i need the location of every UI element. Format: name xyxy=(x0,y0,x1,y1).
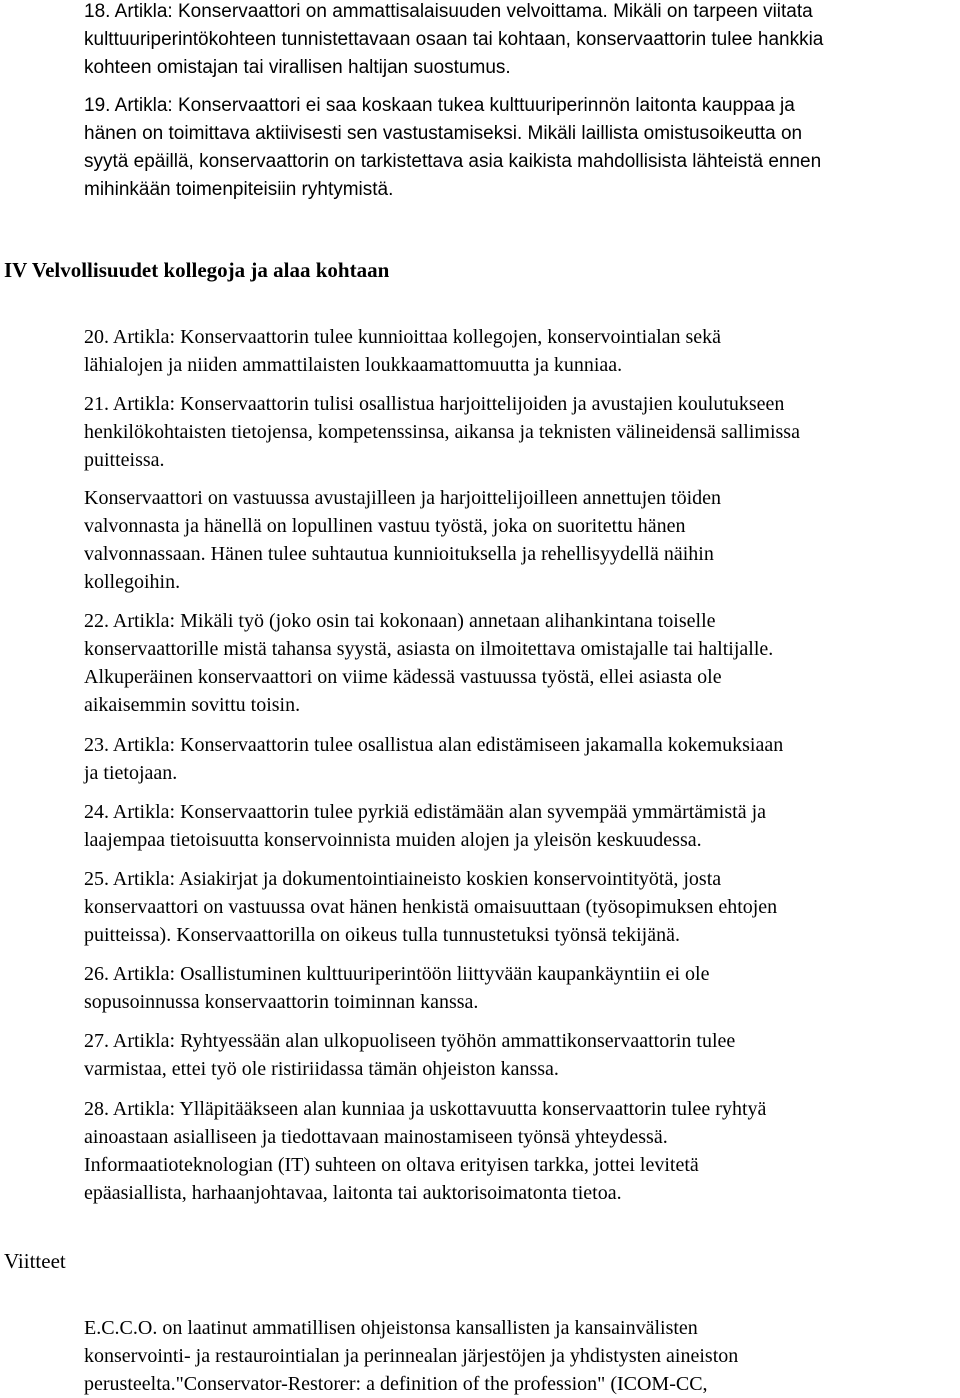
reference-line: E.C.C.O. on laatinut ammatillisen ohjeistonsa kansallisten ja kansainvälisten xyxy=(84,1317,698,1339)
section-heading: IV Velvollisuudet kollegoja ja alaa kohtaan xyxy=(4,258,390,282)
article-line: ainoastaan asialliseen ja tiedottavaan mainostamiseen työnsä yhteydessä. xyxy=(84,1126,668,1148)
article-line: kohteen omistajan tai virallisen haltijan suostumus. xyxy=(84,57,511,78)
article-line: 27. Artikla: Ryhtyessään alan ulkopuoliseen työhön ammattikonservaattorin tulee xyxy=(84,1030,736,1052)
article-line: mihinkään toimenpiteisiin ryhtymistä. xyxy=(84,179,394,200)
references-text xyxy=(84,1314,738,1398)
article-line: 20. Artikla: Konservaattorin tulee kunnioittaa kollegojen, konservointialan sekä xyxy=(84,326,722,348)
article-line: konservaattorille mistä tahansa syystä, asiasta on ilmoitettava omistajalle tai haltijalle. xyxy=(84,638,774,660)
article-line: Alkuperäinen konservaattori on viime kädessä vastuussa työstä, ellei asiasta ole xyxy=(84,666,722,688)
references-heading: Viitteet xyxy=(4,1249,66,1273)
reference-line: konservointi- ja restaurointialan ja perinnealan järjestöjen ja yhdistysten aineiston xyxy=(84,1345,739,1367)
article-18 xyxy=(84,0,823,82)
article-line: valvonnassaan. Hänen tulee suhtautua kunnioituksella ja rehellisyydellä näihin xyxy=(84,543,714,565)
article-25 xyxy=(84,865,777,949)
article-line: 19. Artikla: Konservaattori ei saa koskaan tukea kulttuuriperinnön laitonta kauppaa ja xyxy=(84,95,795,116)
article-line: valvonnasta ja hänellä on lopullinen vastuu työstä, joka on suoritettu hänen xyxy=(84,515,686,537)
article-21-continued xyxy=(84,484,721,596)
article-line: 21. Artikla: Konservaattorin tulisi osallistua harjoittelijoiden ja avustajien koulutukseen xyxy=(84,393,785,415)
article-line: puitteissa. xyxy=(84,449,165,471)
article-19 xyxy=(84,92,821,204)
article-22 xyxy=(84,607,773,719)
article-28 xyxy=(84,1095,766,1207)
article-21 xyxy=(84,390,800,474)
reference-line: perusteelta."Conservator-Restorer: a definition of the profession" (ICOM-CC, xyxy=(84,1373,708,1395)
article-line: Informaatioteknologian (IT) suhteen on oltava erityisen tarkka, jottei levitetä xyxy=(84,1154,699,1176)
article-20 xyxy=(84,323,721,379)
article-line: 25. Artikla: Asiakirjat ja dokumentointiaineisto koskien konservointityötä, josta xyxy=(84,868,722,890)
article-line: epäasiallista, harhaanjohtavaa, laitonta tai auktorisoimatonta tietoa. xyxy=(84,1182,622,1204)
article-line: 23. Artikla: Konservaattorin tulee osallistua alan edistämiseen jakamalla kokemuksiaan xyxy=(84,734,784,756)
article-line: konservaattori on vastuussa ovat hänen henkistä omaisuuttaan (työsopimuksen ehtojen xyxy=(84,896,778,918)
article-line: kulttuuriperintökohteen tunnistettavaan osaan tai kohtaan, konservaattorin tulee hankkia xyxy=(84,29,824,50)
article-line: 26. Artikla: Osallistuminen kulttuuriperintöön liittyvään kaupankäyntiin ei ole xyxy=(84,963,710,985)
article-27 xyxy=(84,1027,735,1083)
article-line: Konservaattori on vastuussa avustajilleen ja harjoittelijoilleen annettujen töiden xyxy=(84,487,722,509)
article-line: varmistaa, ettei työ ole ristiriidassa tämän ohjeiston kanssa. xyxy=(84,1058,559,1080)
article-24 xyxy=(84,798,766,854)
article-line: lähialojen ja niiden ammattilaisten loukkaamattomuutta ja kunniaa. xyxy=(84,354,623,376)
article-line: kollegoihin. xyxy=(84,571,181,593)
article-26 xyxy=(84,960,709,1016)
article-line: aikaisemmin sovittu toisin. xyxy=(84,694,301,716)
article-line: puitteissa). Konservaattorilla on oikeus tulla tunnustetuksi työnsä tekijänä. xyxy=(84,924,680,946)
article-line: hänen on toimittava aktiivisesti sen vastustamiseksi. Mikäli laillista omistusoikeutta on xyxy=(84,123,803,144)
article-line: syytä epäillä, konservaattorin on tarkistettava asia kaikista mahdollisista lähteistä ennen xyxy=(84,151,822,172)
article-line: henkilökohtaisten tietojensa, kompetenssinsa, aikansa ja teknisten välineidensä sallimissa xyxy=(84,421,800,443)
article-line: 22. Artikla: Mikäli työ (joko osin tai kokonaan) annetaan alihankintana toiselle xyxy=(84,610,716,632)
article-23 xyxy=(84,731,783,787)
article-line: 28. Artikla: Ylläpitääkseen alan kunniaa ja uskottavuutta konservaattorin tulee ryhtyä xyxy=(84,1098,767,1120)
article-line: laajempaa tietoisuutta konservoinnista muiden alojen ja yleisön keskuudessa. xyxy=(84,829,702,851)
article-line: ja tietojaan. xyxy=(84,762,178,784)
article-line: 24. Artikla: Konservaattorin tulee pyrkiä edistämään alan syvempää ymmärtämistä ja xyxy=(84,801,767,823)
article-line: sopusoinnussa konservaattorin toiminnan kanssa. xyxy=(84,991,479,1013)
article-line: 18. Artikla: Konservaattori on ammattisalaisuuden velvoittama. Mikäli on tarpeen viitata xyxy=(84,1,813,22)
